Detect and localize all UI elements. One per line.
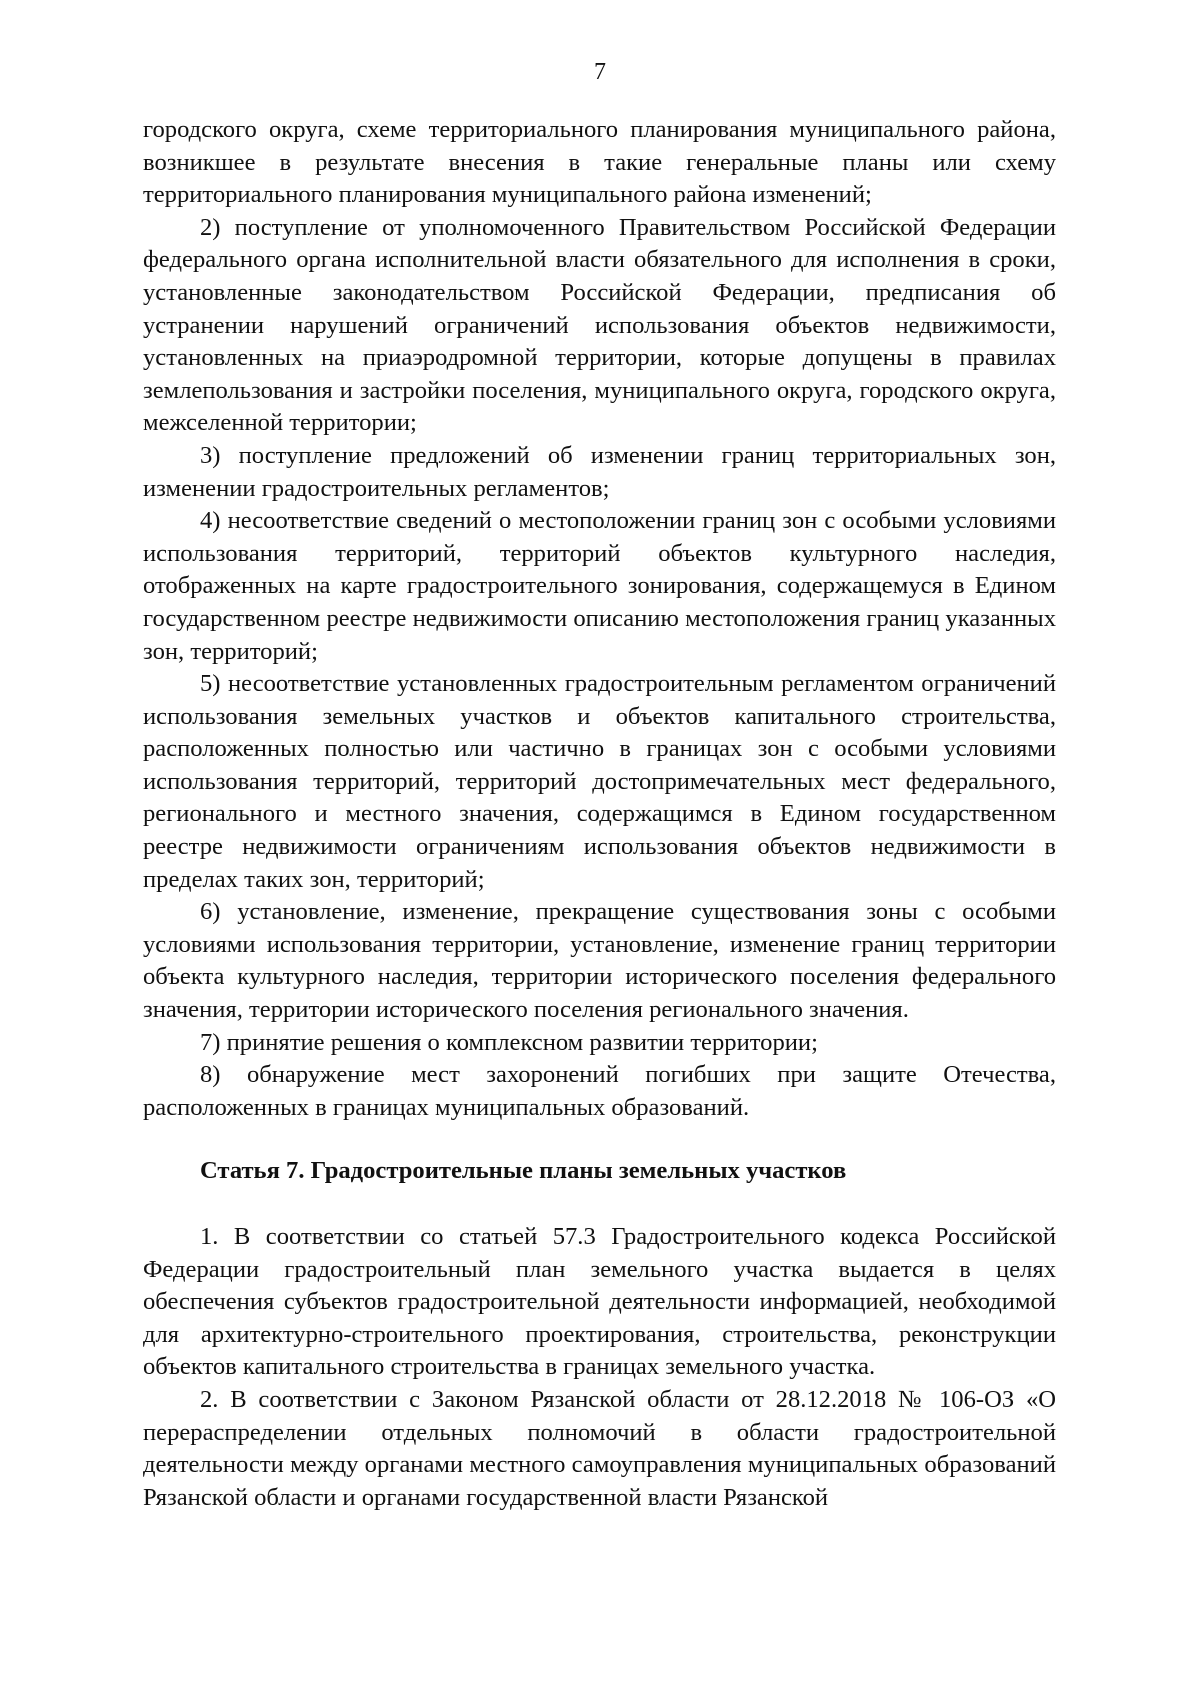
paragraph: 5) несоответствие установленных градостроительным регламентом ограничений использования земельных участков и объектов капитального строительства, расположенных полностью или частично в границах зон с особыми условиями использования территорий, территорий достопримечательных мест федерального, регионального и местного значения, содержащимся в Едином государственном реестре недвижимости ограничениям использования объектов недвижимости в пределах таких зон, территорий; (143, 670, 1056, 893)
paragraph: 6) установление, изменение, прекращение существования зоны с особыми условиями использования территории, установление, изменение границ территории объекта культурного наследия, территории исторического поселения федерального значения, территории исторического поселения регионального значения. (143, 898, 1056, 1024)
paragraph: 2) поступление от уполномоченного Правительством Российской Федерации федерального органа исполнительной власти обязательного для исполнения в сроки, установленные законодательством Российской Федерации, предписания об устранении нарушений ограничений использования объектов недвижимости, установленных на приаэродромной территории, которые допущены в правилах землепользования и застройки поселения, муниципального округа, городского округа, межселенной территории; (143, 213, 1056, 437)
paragraph: 4) несоответствие сведений о местоположении границ зон с особыми условиями использования территорий, территорий объектов культурного наследия, отображенных на карте градостроительного зонирования, содержащемуся в Едином государственном реестре недвижимости описанию местоположения границ указанных зон, территорий; (143, 507, 1056, 665)
paragraph: 1. В соответствии со статьей 57.3 Градостроительного кодекса Российской Федерации градостроительный план земельного участка выдается в целях обеспечения субъектов градостроительной деятельности информацией, необходимой для архитектурно-строительного проектирования, строительства, реконструкции объектов капитального строительства в границах земельного участка. (143, 1223, 1056, 1381)
paragraph: городского округа, схеме территориального планирования муниципального района, возникшее в результате внесения в такие генеральные планы или схему территориального планирования муниципального района изменений; (143, 116, 1056, 209)
page-number: 7 (594, 59, 606, 85)
paragraph: 7) принятие решения о комплексном развитии территории; (200, 1028, 818, 1056)
paragraph: 2. В соответствии с Законом Рязанской области от 28.12.2018 № 106-ОЗ «О перераспределении отдельных полномочий в области градостроительной деятельности между органами местного самоуправления муниципальных образований Рязанской области и органами государственной власти Рязанской (143, 1385, 1056, 1511)
paragraphs-after (143, 1221, 1056, 1514)
article-heading: Статья 7. Градостроительные планы земельных участков (200, 1157, 847, 1185)
document-body (143, 114, 1056, 1514)
paragraph: 8) обнаружение мест захоронений погибших при защите Отечества, расположенных в границах муниципальных образований. (143, 1061, 1056, 1121)
paragraphs-before (143, 114, 1056, 1124)
paragraph: 3) поступление предложений об изменении границ территориальных зон, изменении градостроительных регламентов; (143, 441, 1056, 502)
